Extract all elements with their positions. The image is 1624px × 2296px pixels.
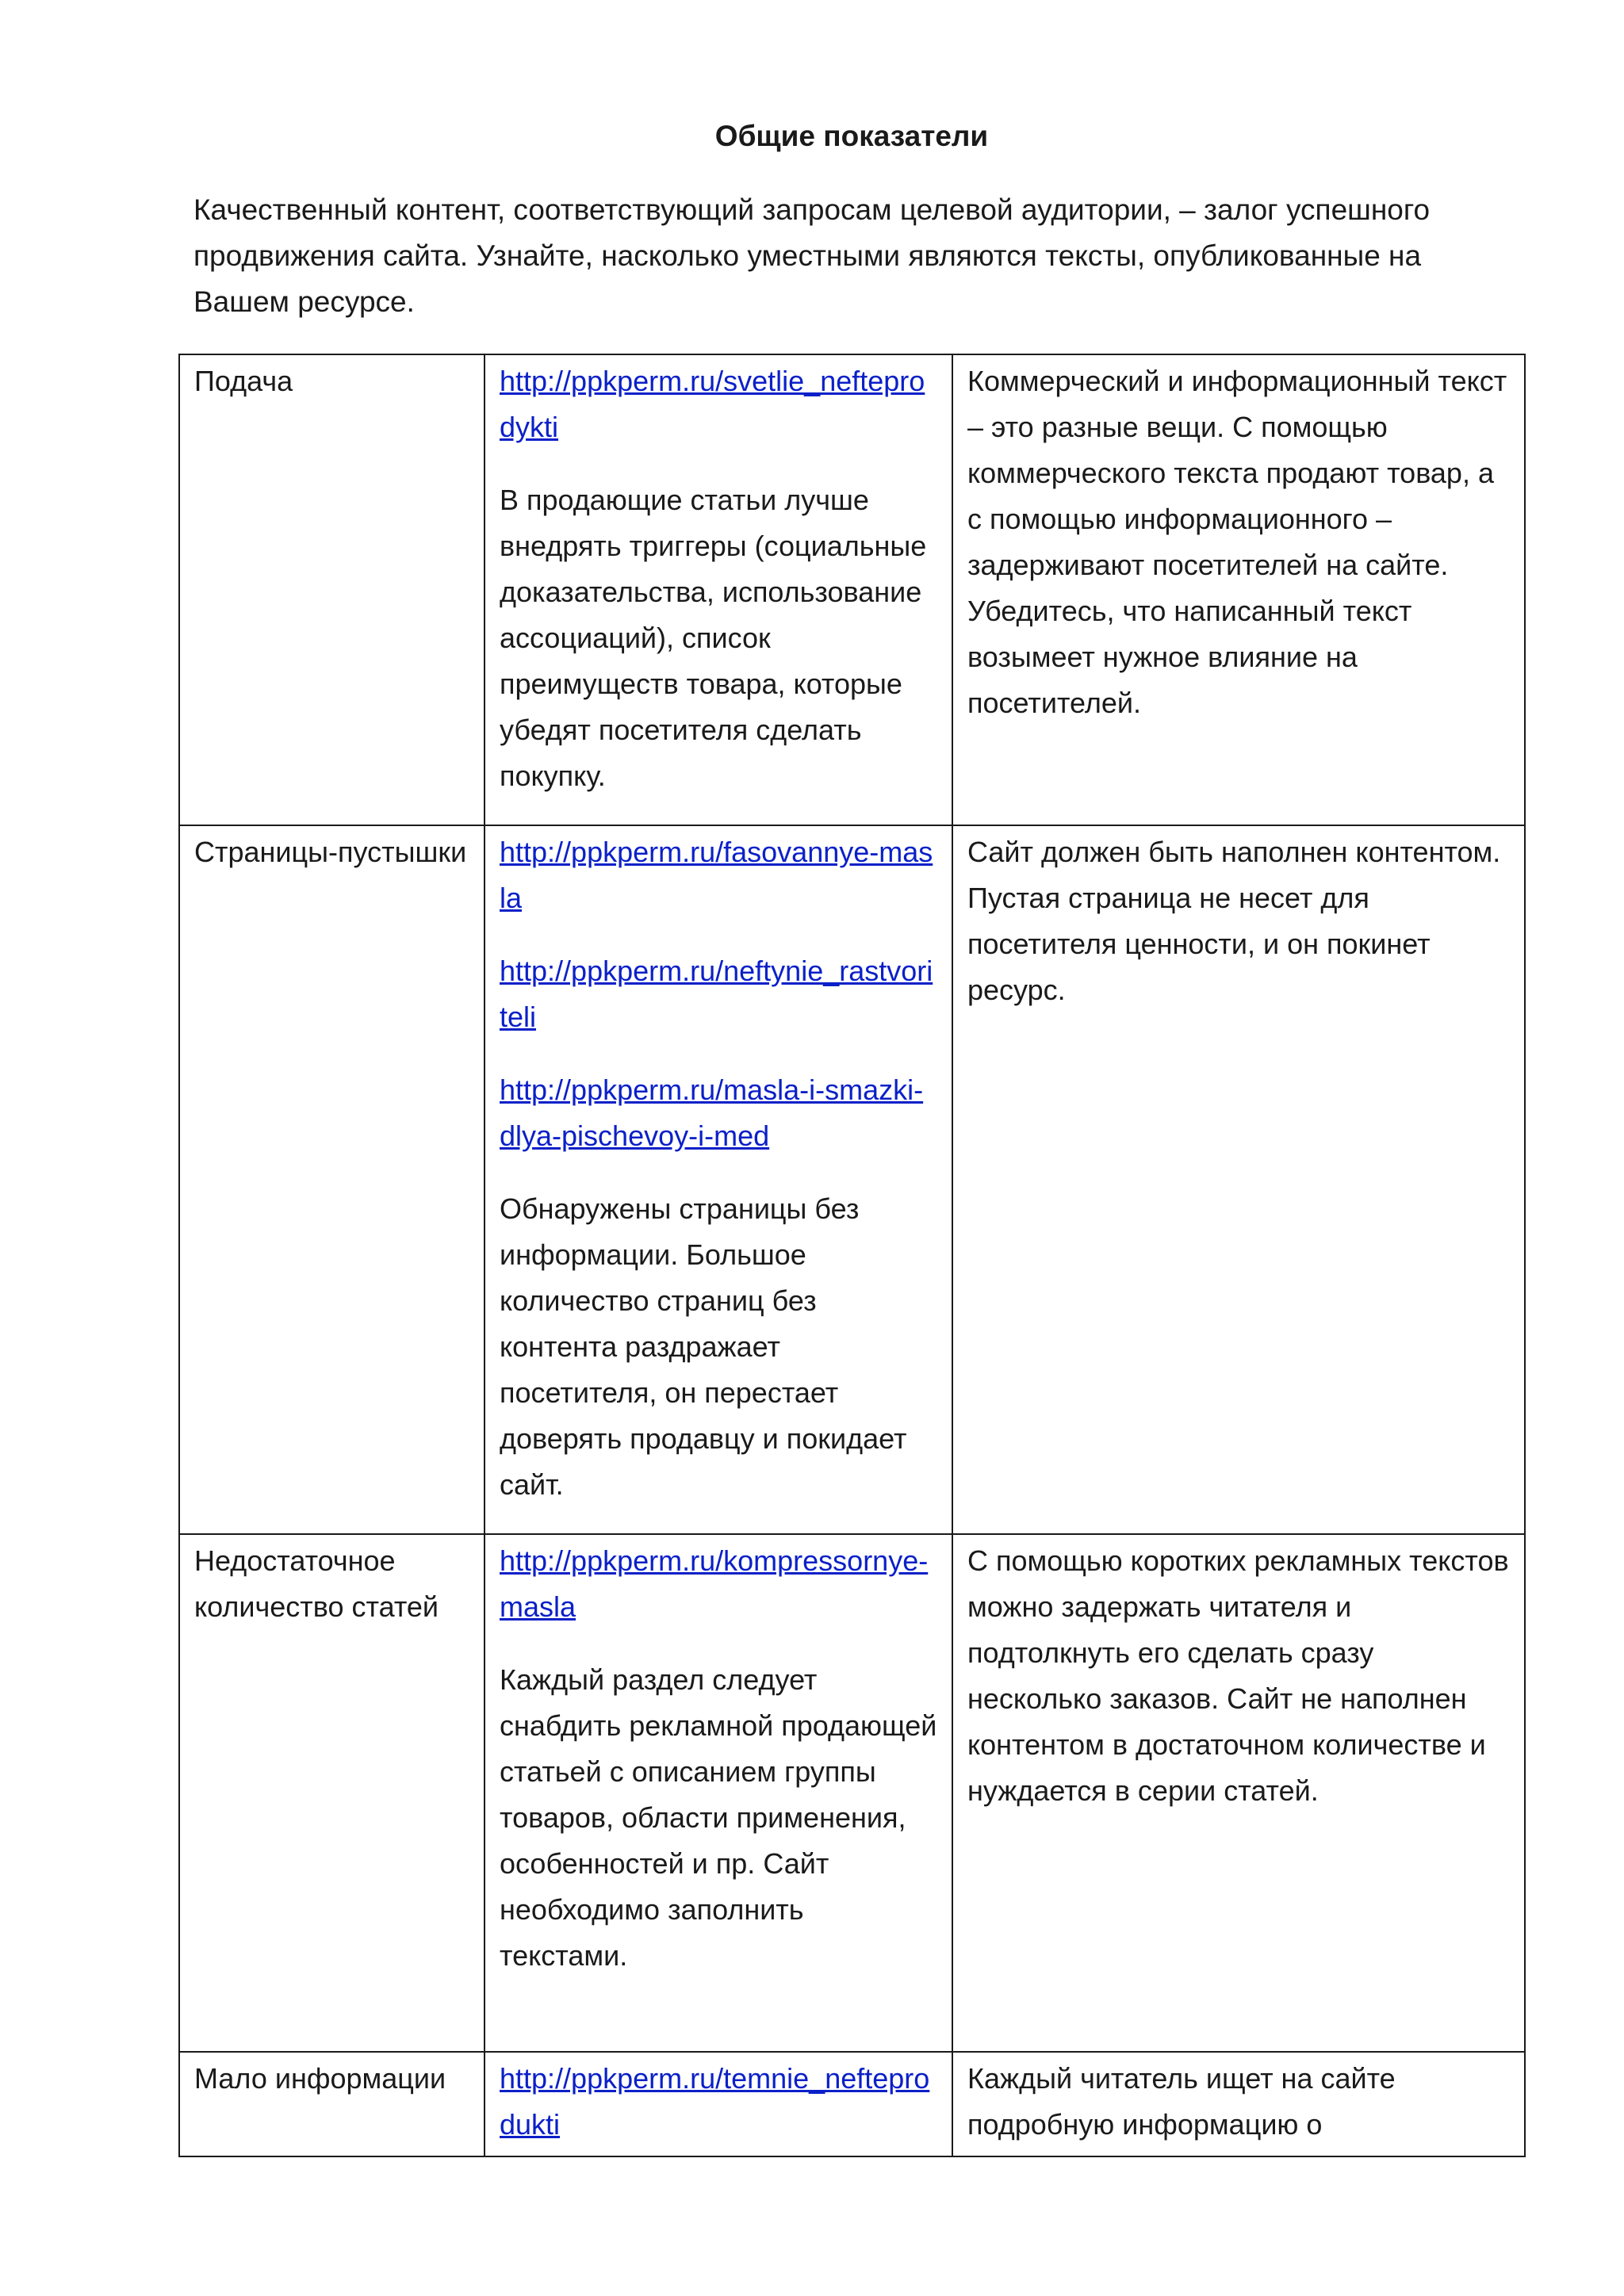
- row-label-cell: [179, 2052, 485, 2156]
- table-row: [179, 1534, 1525, 2052]
- row-label: Мало информации: [194, 2062, 446, 2095]
- page-link[interactable]: http://ppkperm.ru/svetlie_nefteprodykti: [500, 365, 925, 443]
- row-links-cell: [485, 1534, 952, 2052]
- row-note: Каждый раздел следует снабдить рекламной продающей статьей с описанием группы товаров, области применения, особенностей и пр. Сайт необходимо заполнить текстами.: [500, 1663, 937, 1972]
- page-link[interactable]: http://ppkperm.ru/masla-i-smazki-dlya-pischevoy-i-med: [500, 1073, 924, 1152]
- table-row: [179, 825, 1525, 1534]
- row-links-cell: [485, 354, 952, 825]
- row-note: В продающие статьи лучше внедрять триггеры (социальные доказательства, использование ассоциаций), список преимуществ товара, которые убедят посетителя сделать покупку.: [500, 484, 927, 792]
- audit-table: [178, 354, 1526, 2157]
- row-label: Недостаточное количество статей: [194, 1544, 439, 1623]
- intro-paragraph: [193, 187, 1494, 325]
- row-description-cell: [952, 825, 1525, 1534]
- page-link[interactable]: http://ppkperm.ru/temnie_nefteprodukti: [500, 2062, 930, 2141]
- page-title: Общие показатели: [714, 120, 989, 152]
- row-description-cell: [952, 1534, 1525, 2052]
- row-label-cell: [179, 1534, 485, 2052]
- row-label: Страницы-пустышки: [194, 836, 467, 868]
- page-link[interactable]: http://ppkperm.ru/fasovannye-masla: [500, 836, 933, 914]
- row-label-cell: [179, 354, 485, 825]
- row-description-cell: [952, 2052, 1525, 2156]
- table-row: [179, 2052, 1525, 2156]
- row-note: Обнаружены страницы без информации. Большое количество страниц без контента раздражает посетителя, он перестает доверять продавцу и покидает сайт.: [500, 1192, 907, 1501]
- row-description: С помощью коротких рекламных текстов можно задержать читателя и подтолкнуть его сделать сразу несколько заказов. Сайт не наполнен контентом в достаточном количестве и нуждается в серии статей.: [967, 1544, 1509, 1807]
- page-link[interactable]: http://ppkperm.ru/neftynie_rastvoriteli: [500, 955, 933, 1033]
- table-row: [179, 354, 1525, 825]
- page-link[interactable]: http://ppkperm.ru/kompressornye-masla: [500, 1544, 929, 1623]
- row-description: Коммерческий и информационный текст – это разные вещи. С помощью коммерческого текста продают товар, а с помощью информационного – задерживают посетителей на сайте. Убедитесь, что написанный текст возымеет нужное влияние на посетителей.: [967, 365, 1507, 719]
- row-description-cell: [952, 354, 1525, 825]
- row-description: Каждый читатель ищет на сайте подробную информацию о: [967, 2062, 1396, 2141]
- row-description: Сайт должен быть наполнен контентом. Пустая страница не несет для посетителя ценности, и он покинет ресурс.: [967, 836, 1501, 1006]
- row-links-cell: [485, 825, 952, 1534]
- row-links-cell: [485, 2052, 952, 2156]
- row-label-cell: [179, 825, 485, 1534]
- intro-text: Качественный контент, соответствующий запросам целевой аудитории, – залог успешного продвижения сайта. Узнайте, насколько уместными являются тексты, опубликованные на Вашем ресурсе.: [193, 193, 1431, 318]
- row-label: Подача: [194, 365, 293, 397]
